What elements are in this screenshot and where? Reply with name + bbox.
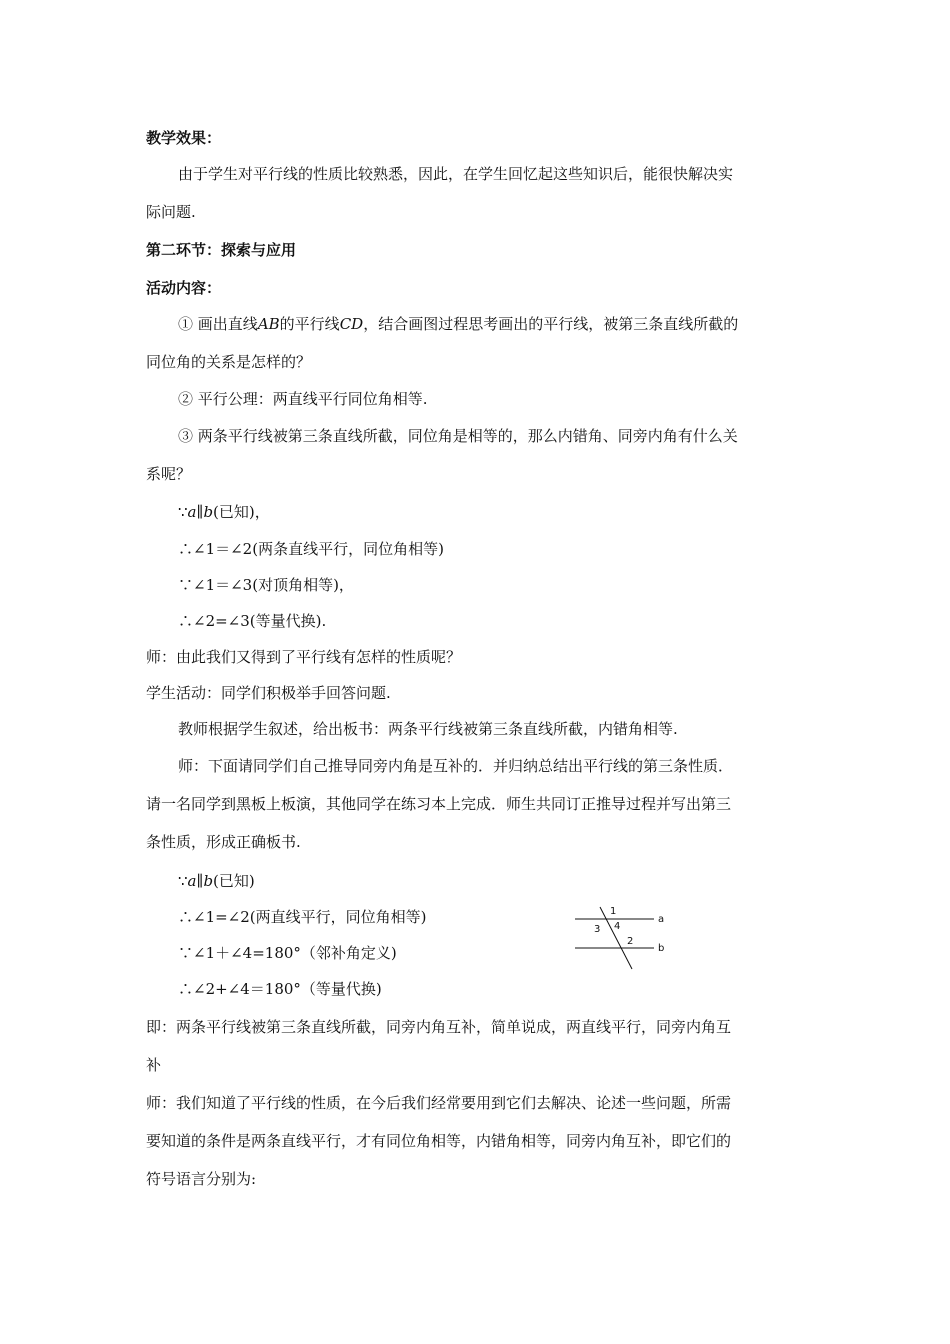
proof1-reason: (已知)，	[213, 503, 270, 521]
angle-label-4: 4	[614, 921, 621, 932]
section2-heading: 第二环节：探索与应用	[146, 241, 297, 259]
angle-label-1: 1	[610, 906, 617, 917]
conclusion-line2: 补	[146, 1056, 162, 1074]
teacher2-line1: 师：下面请同学们自己推导同旁内角是互补的．并归纳总结出平行线的第三条性质．	[178, 757, 734, 775]
proof2-reason: (已知)	[213, 872, 255, 890]
final-line3: 符号语言分别为:	[146, 1170, 257, 1188]
because-symbol: ∵	[178, 503, 188, 521]
parallel-lines-figure	[570, 905, 680, 975]
student-activity: 学生活动：同学们积极举手回答问题.	[146, 684, 391, 702]
effect-paragraph-line1: 由于学生对平行线的性质比较熟悉，因此，在学生回忆起这些知识后，能很快解决实	[178, 165, 734, 183]
item1-text-b: 的平行线	[279, 315, 340, 333]
item3-line2: 系呢？	[146, 465, 192, 483]
item1-marker: ①	[178, 315, 194, 333]
var-b: b	[203, 872, 214, 890]
final-line2: 要知道的条件是两条直线平行，才有同位角相等，内错角相等，同旁内角互补，即它们的	[146, 1132, 732, 1150]
line-cd-label: CD	[339, 315, 364, 333]
teacher2-line2: 请一名同学到黑板上板演，其他同学在练习本上完成．师生共同订正推导过程并写出第三	[146, 795, 732, 813]
proof2-line2: ∴∠1=∠2(两直线平行，同位角相等)	[178, 908, 427, 926]
proof1-line3: ∵∠1＝∠3(对顶角相等)，	[178, 576, 354, 594]
because-symbol: ∵	[178, 872, 188, 890]
proof1-line2: ∴∠1＝∠2(两条直线平行，同位角相等)	[178, 540, 444, 558]
line-ab-label: AB	[257, 315, 280, 333]
item1-text-a: 画出直线	[197, 315, 258, 333]
conclusion-line1: 即：两条平行线被第三条直线所截，同旁内角互补，简单说成，两直线平行，同旁内角互	[146, 1018, 732, 1036]
item1-line2: 同位角的关系是怎样的？	[146, 353, 312, 371]
angle-label-3: 3	[594, 924, 601, 935]
item2: ② 平行公理：两直线平行同位角相等.	[178, 390, 428, 408]
proof1-line4: ∴∠2=∠3(等量代换).	[178, 612, 327, 630]
var-b: b	[203, 503, 214, 521]
teacher-board: 教师根据学生叙述，给出板书：两条平行线被第三条直线所截，内错角相等.	[178, 720, 678, 738]
line-label-b: b	[658, 943, 665, 954]
item1-line1	[178, 314, 738, 334]
item1-text-c: ，结合画图过程思考画出的平行线，被第三条直线所截的	[363, 315, 739, 333]
parallel-symbol: ∥	[196, 503, 204, 521]
line-label-a: a	[658, 914, 665, 925]
item3-line1: ③ 两条平行线被第三条直线所截，同位角是相等的，那么内错角、同旁内角有什么关	[178, 427, 738, 445]
proof2-line4: ∴∠2+∠4＝180°（等量代换)	[178, 980, 382, 998]
effect-paragraph-line2: 际问题.	[146, 203, 196, 221]
proof2-line1	[178, 871, 255, 891]
angle-label-2: 2	[627, 936, 634, 947]
activity-heading: 活动内容：	[146, 279, 222, 297]
effect-heading: 教学效果：	[146, 129, 222, 147]
teacher2-line3: 条性质，形成正确板书.	[146, 833, 301, 851]
proof1-line1	[178, 502, 270, 522]
proof2-line3: ∵∠1＋∠4=180°（邻补角定义)	[178, 944, 397, 962]
var-a: a	[187, 872, 197, 890]
var-a: a	[187, 503, 197, 521]
teacher-question: 师：由此我们又得到了平行线有怎样的性质呢？	[146, 648, 462, 666]
final-line1: 师：我们知道了平行线的性质，在今后我们经常要用到它们去解决、论述一些问题，所需	[146, 1094, 732, 1112]
parallel-symbol: ∥	[196, 872, 204, 890]
